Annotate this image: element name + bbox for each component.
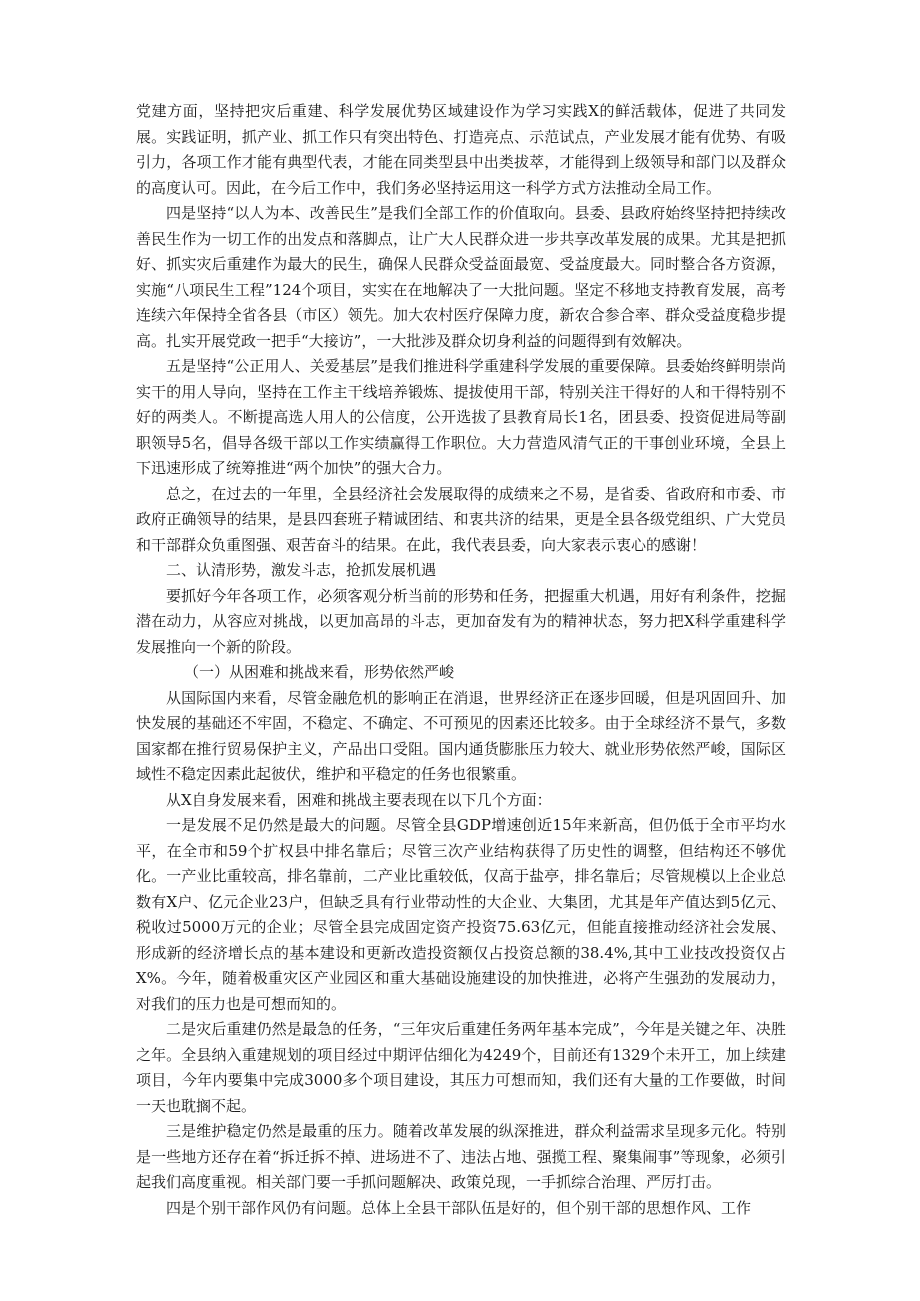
- paragraph-issue-one: 一是发展不足仍然是最大的问题。尽管全县GDP增速创近15年来新高，但仍低于全市平均水平，在全市和59个扩权县中排名靠后；尽管三次产业结构获得了历史性的调整，但结构还不够优化。一产业比重较高，排名靠前，二产业比重较低，仅高于盐亭，排名靠后；尽管规模以上企业总数有X户、亿元企业23户，但缺乏具有行业带动性的大企业、大集团，尤其是年产值达到5亿元、税收过5000万元的企业；尽管全县完成固定资产投资75.63亿元，但能直接推动经济社会发展、形成新的经济增长点的基本建设和更新改造投资额仅占投资总额的38.4%,其中工业技改投资仅占X%。今年，随着极重灾区产业园区和重大基础设施建设的加快推进，必将产生强劲的发展动力，对我们的压力也是可想而知的。: [136, 816, 786, 1013]
- paragraph-continuation: 党建方面，坚持把灾后重建、科学发展优势区域建设作为学习实践X的鲜活载体，促进了共同发展。实践证明，抓产业、抓工作只有突出特色、打造亮点、示范试点，产业发展才能有优势、有吸引力，各项工作才能有典型代表，才能在同类型县中出类拔萃，才能得到上级领导和部门以及群众的高度认可。因此，在今后工作中，我们务必坚持运用这一科学方式方法推动全局工作。: [136, 102, 786, 197]
- paragraph-issue-four: 四是个别干部作风仍有问题。总体上全县干部队伍是好的，但个别干部的思想作风、工作: [166, 1198, 752, 1217]
- section-heading: 二、认清形势，激发斗志，抢抓发展机遇: [166, 561, 437, 579]
- paragraph-issue-two: 二是灾后重建仍然是最急的任务，“三年灾后重建任务两年基本完成”，今年是关键之年、决胜之年。全县纳入重建规划的项目经过中期评估细化为4249个，目前还有1329个未开工，加上续建项目，今年内要集中完成3000多个项目建设，其压力可想而知，我们还有大量的工作要做，时间一天也耽搁不起。: [136, 1020, 786, 1115]
- paragraph-point-five: 五是坚持“公正用人、关爱基层”是我们推进科学重建科学发展的重要保障。县委始终鲜明崇尚实干的用人导向，坚持在工作主干线培养锻炼、提拔使用干部，特别关注干得好的人和干得特别不好的两类人。不断提高选人用人的公信度，公开选拔了县教育局长1名，团县委、投资促进局等副职领导5名，倡导各级干部以工作实绩赢得工作职位。大力营造风清气正的干事创业环境，全县上下迅速形成了统筹推进“两个加快”的强大合力。: [136, 357, 786, 477]
- paragraph-issue-three: 三是维护稳定仍然是最重的压力。随着改革发展的纵深推进，群众利益需求呈现多元化。特别是一些地方还存在着“拆迁拆不掉、进场进不了、违法占地、强揽工程、聚集闹事”等现象，必须引起我们高度重视。相关部门要一手抓问题解决、政策兑现，一手抓综合治理、严厉打击。: [136, 1122, 786, 1191]
- paragraph-local-intro: 从X自身发展来看，困难和挑战主要表现在以下几个方面：: [166, 790, 552, 809]
- paragraph-section-intro: 要抓好今年各项工作，必须客观分析当前的形势和任务，把握重大机遇，用好有利条件，挖掘潜在动力，从容应对挑战，以更加高昂的斗志，更加奋发有为的精神状态，努力把X科学重建科学发展推向一个新的阶段。: [136, 586, 786, 656]
- paragraph-international: 从国际国内来看，尽管金融危机的影响正在消退，世界经济正在逐步回暖，但是巩固回升、加快发展的基础还不牢固，不稳定、不确定、不可预见的因素还比较多。由于全球经济不景气，多数国家都在推行贸易保护主义，产品出口受阻。国内通货膨胀压力较大、就业形势依然严峻，国际区域性不稳定因素此起彼伏，维护和平稳定的任务也很繁重。: [136, 688, 786, 783]
- paragraph-point-four: 四是坚持“以人为本、改善民生”是我们全部工作的价值取向。县委、县政府始终坚持把持续改善民生作为一切工作的出发点和落脚点，让广大人民群众进一步共享改革发展的成果。尤其是把抓好、抓实灾后重建作为最大的民生，确保人民群众受益面最宽、受益度最大。同时整合各方资源，实施“八项民生工程”124个项目，实实在在地解决了一大批问题。坚定不移地支持教育发展，高考连续六年保持全省各县（市区）领先。加大农村医疗保障力度，新农合参合率、群众受益度稳步提高。扎实开展党政一把手“大接访”，一大批涉及群众切身利益的问题得到有效解决。: [136, 204, 786, 350]
- subsection-heading: （一）从困难和挑战来看，形势依然严峻: [184, 663, 455, 681]
- document-body: [136, 99, 786, 1221]
- paragraph-summary: 总之，在过去的一年里，全县经济社会发展取得的成绩来之不易，是省委、省政府和市委、市政府正确领导的结果，是县四套班子精诚团结、和衷共济的结果，更是全县各级党组织、广大党员和干部群众负重图强、艰苦奋斗的结果。在此，我代表县委，向大家表示衷心的感谢！: [136, 484, 786, 554]
